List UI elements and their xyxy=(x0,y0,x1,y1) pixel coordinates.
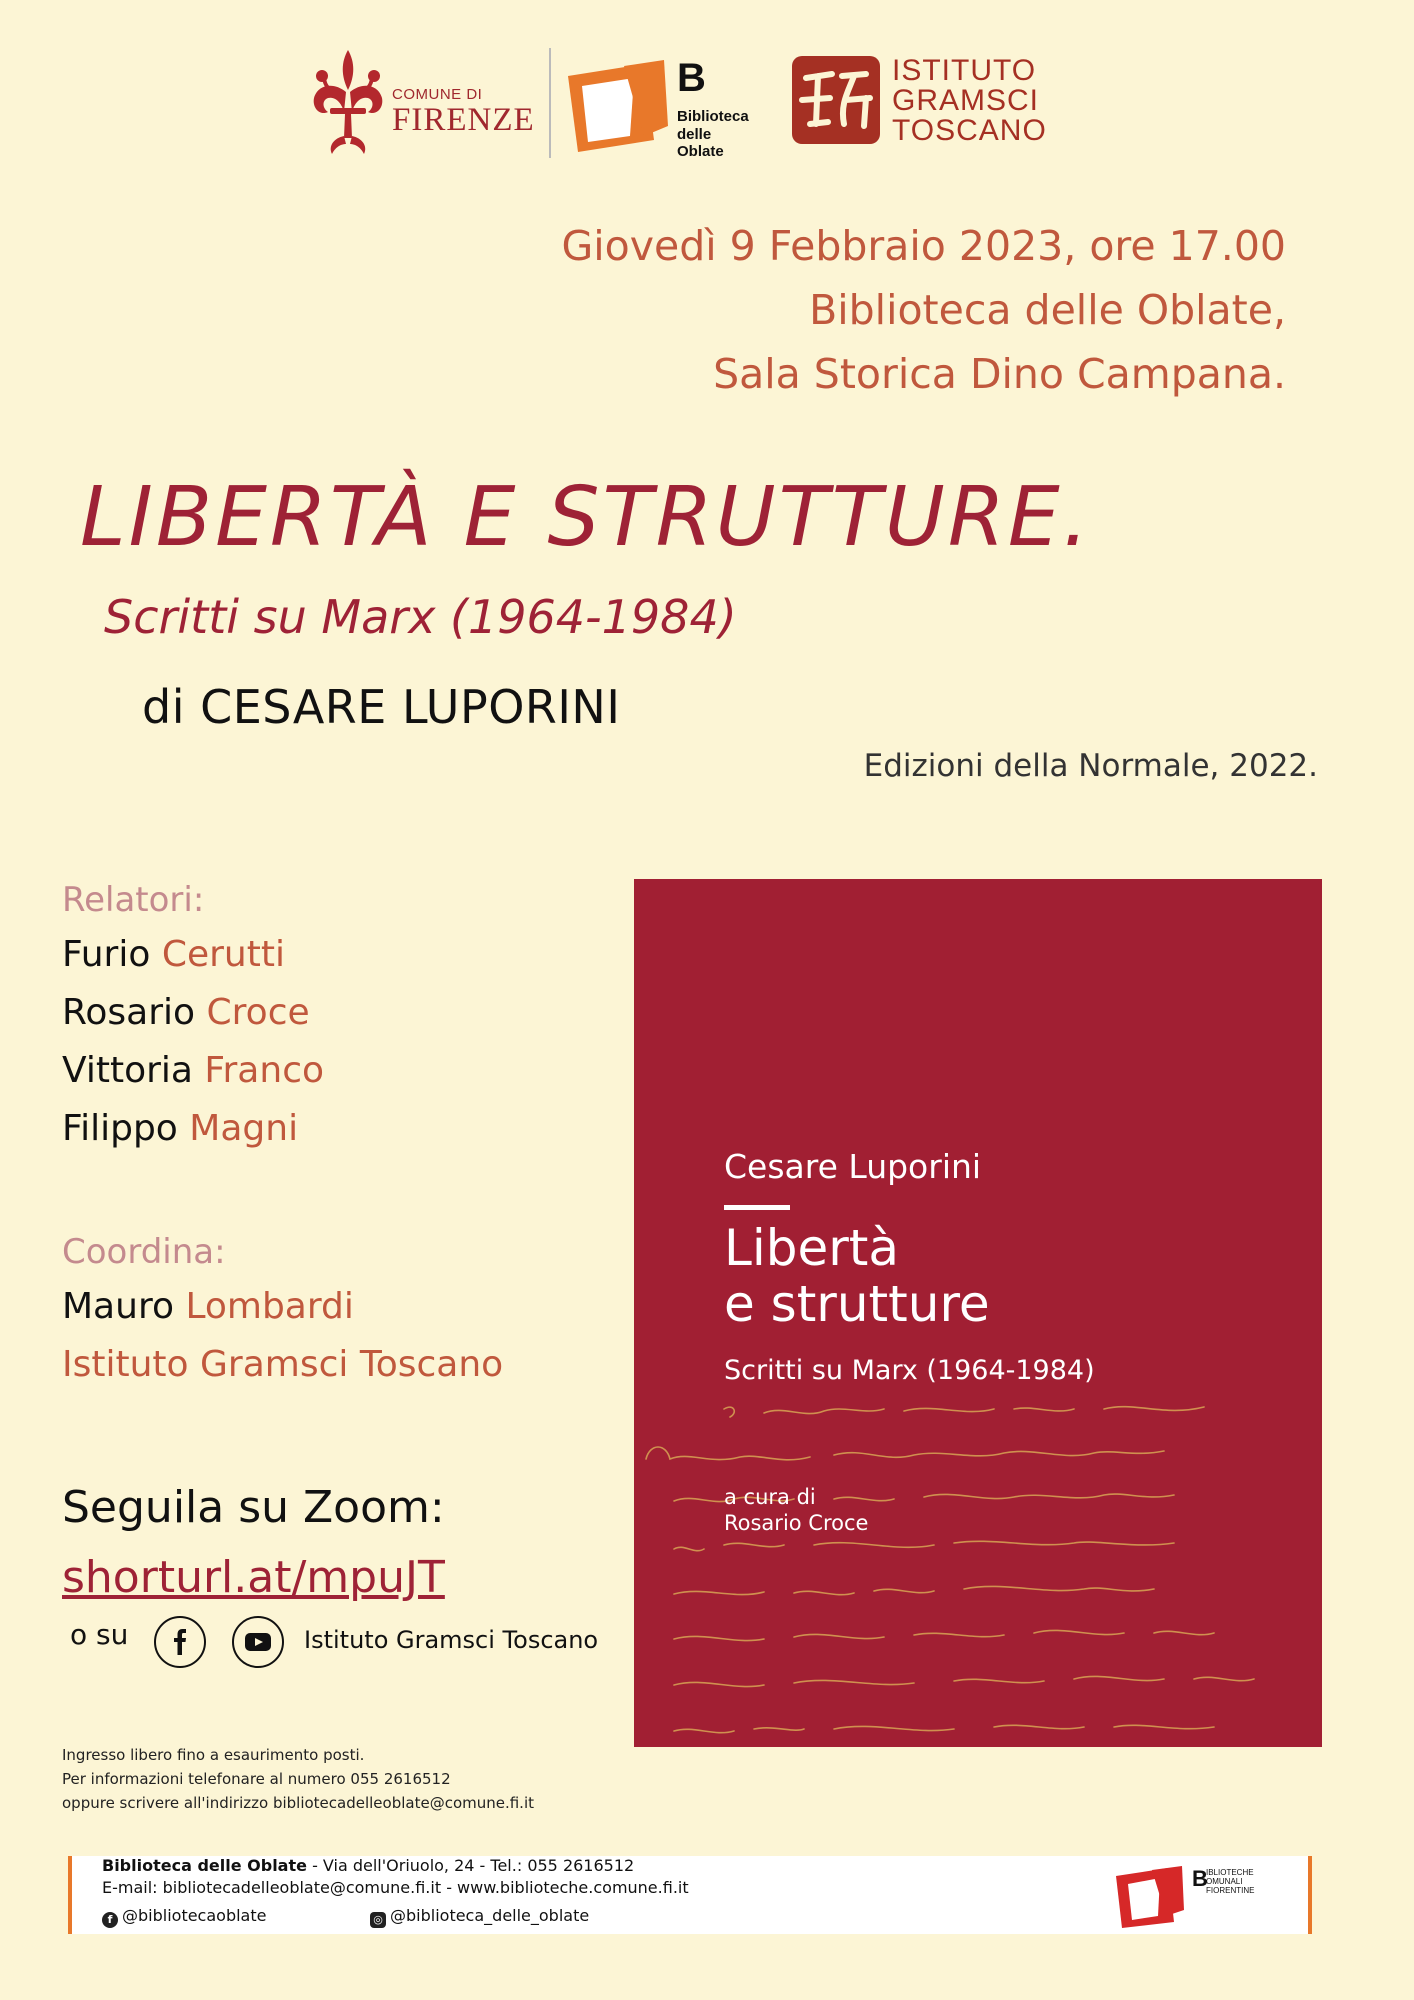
cover-editor-label: a cura di xyxy=(724,1485,816,1509)
gramsci-line2: GRAMSCI xyxy=(892,84,1040,117)
fleur-de-lis-icon xyxy=(308,46,388,158)
book-author: di CESARE LUPORINI xyxy=(142,680,621,734)
speaker-last-name: Franco xyxy=(204,1050,325,1091)
event-room: Sala Storica Dino Campana. xyxy=(713,350,1286,398)
footer-contact-box xyxy=(68,1856,1312,1934)
book-publisher: Edizioni della Normale, 2022. xyxy=(863,748,1318,784)
footer-logo-line1: IBLIOTECHE xyxy=(1206,1868,1254,1877)
istituto-gramsci-logo xyxy=(788,52,1048,148)
biblioteche-comunali-logo xyxy=(1112,1864,1272,1930)
moderator-name xyxy=(62,1286,354,1327)
speakers-label: Relatori: xyxy=(62,880,205,920)
or-label: o su xyxy=(70,1618,129,1651)
speaker-first-name: Vittoria xyxy=(62,1050,193,1091)
book-title: LIBERTÀ E STRUTTURE. xyxy=(80,470,1092,565)
gramsci-line1: ISTITUTO xyxy=(892,54,1037,87)
cover-author: Cesare Luporini xyxy=(724,1147,982,1186)
speaker-last-name: Cerutti xyxy=(161,934,285,975)
moderator-label: Coordina: xyxy=(62,1232,226,1272)
footer-instagram[interactable] xyxy=(370,1906,589,1928)
social-channel-name: Istituto Gramsci Toscano xyxy=(304,1626,599,1654)
footer-instagram-handle: @biblioteca_delle_oblate xyxy=(390,1906,590,1925)
speaker-item xyxy=(62,934,285,975)
event-venue: Biblioteca delle Oblate, xyxy=(809,286,1286,334)
oblate-square-icon xyxy=(564,56,674,156)
speaker-first-name: Rosario xyxy=(62,992,196,1033)
firenze-big-text: FIRENZE xyxy=(392,102,535,138)
note-entry: Ingresso libero fino a esaurimento posti. xyxy=(62,1746,365,1764)
youtube-icon xyxy=(245,1633,271,1651)
footer-logo-line3: FIORENTINE xyxy=(1206,1886,1255,1895)
speaker-first-name: Filippo xyxy=(62,1108,178,1149)
footer-facebook-handle: @bibliotecaoblate xyxy=(122,1906,267,1925)
speaker-item xyxy=(62,1108,298,1149)
youtube-button[interactable] xyxy=(232,1616,284,1668)
oblate-line2: delle Oblate xyxy=(677,126,724,160)
footer-logo-text xyxy=(1206,1868,1254,1895)
facebook-icon: f xyxy=(102,1912,118,1928)
oblate-b-letter: B xyxy=(677,56,706,100)
facebook-icon xyxy=(169,1629,191,1655)
cover-divider xyxy=(724,1205,790,1210)
gramsci-seal-icon xyxy=(788,52,884,148)
instagram-icon: ◎ xyxy=(370,1912,386,1928)
cover-title-line2: e strutture xyxy=(724,1275,990,1333)
footer-address: - Via dell'Oriuolo, 24 - Tel.: 055 2616512 xyxy=(306,1856,635,1875)
note-info-email: oppure scrivere all'indirizzo bibliotecadelleoblate@comune.fi.it xyxy=(62,1794,535,1812)
footer-facebook[interactable] xyxy=(102,1906,266,1928)
cover-title-line1: Libertà xyxy=(724,1219,900,1277)
cover-editor-name: Rosario Croce xyxy=(724,1511,869,1535)
speaker-item xyxy=(62,1050,324,1091)
handwriting-decoration xyxy=(634,1389,1322,1747)
facebook-button[interactable] xyxy=(154,1616,206,1668)
biblioteca-oblate-logo xyxy=(564,56,750,160)
logo-divider xyxy=(549,48,551,158)
book-cover-image xyxy=(634,879,1322,1747)
speaker-last-name: Magni xyxy=(189,1108,299,1149)
firenze-small-text: COMUNE DI xyxy=(392,86,483,103)
footer-logo-b: B xyxy=(1192,1866,1208,1891)
zoom-link[interactable]: shorturl.at/mpuJT xyxy=(62,1552,445,1603)
footer-library-name: Biblioteca delle Oblate xyxy=(102,1856,307,1875)
note-info-phone: Per informazioni telefonare al numero 055 2616512 xyxy=(62,1770,451,1788)
biblioteche-square-icon xyxy=(1112,1864,1192,1928)
moderator-first-name: Mauro xyxy=(62,1286,174,1327)
gramsci-line3: TOSCANO xyxy=(892,114,1047,147)
cover-subtitle: Scritti su Marx (1964-1984) xyxy=(724,1355,1095,1386)
footer-address-line xyxy=(102,1856,634,1875)
moderator-last-name: Lombardi xyxy=(185,1286,354,1327)
oblate-line1: Biblioteca xyxy=(677,108,749,125)
zoom-title: Seguila su Zoom: xyxy=(62,1482,445,1533)
footer-contacts: E-mail: bibliotecadelleoblate@comune.fi.it - www.biblioteche.comune.fi.it xyxy=(102,1878,689,1897)
book-subtitle: Scritti su Marx (1964-1984) xyxy=(104,590,737,644)
footer-logo-line2: OMUNALI xyxy=(1206,1877,1243,1886)
speaker-item xyxy=(62,992,310,1033)
speaker-first-name: Furio xyxy=(62,934,151,975)
speaker-last-name: Croce xyxy=(206,992,310,1033)
moderator-org: Istituto Gramsci Toscano xyxy=(62,1344,504,1385)
comune-firenze-logo xyxy=(308,46,534,158)
event-date: Giovedì 9 Febbraio 2023, ore 17.00 xyxy=(561,222,1286,270)
